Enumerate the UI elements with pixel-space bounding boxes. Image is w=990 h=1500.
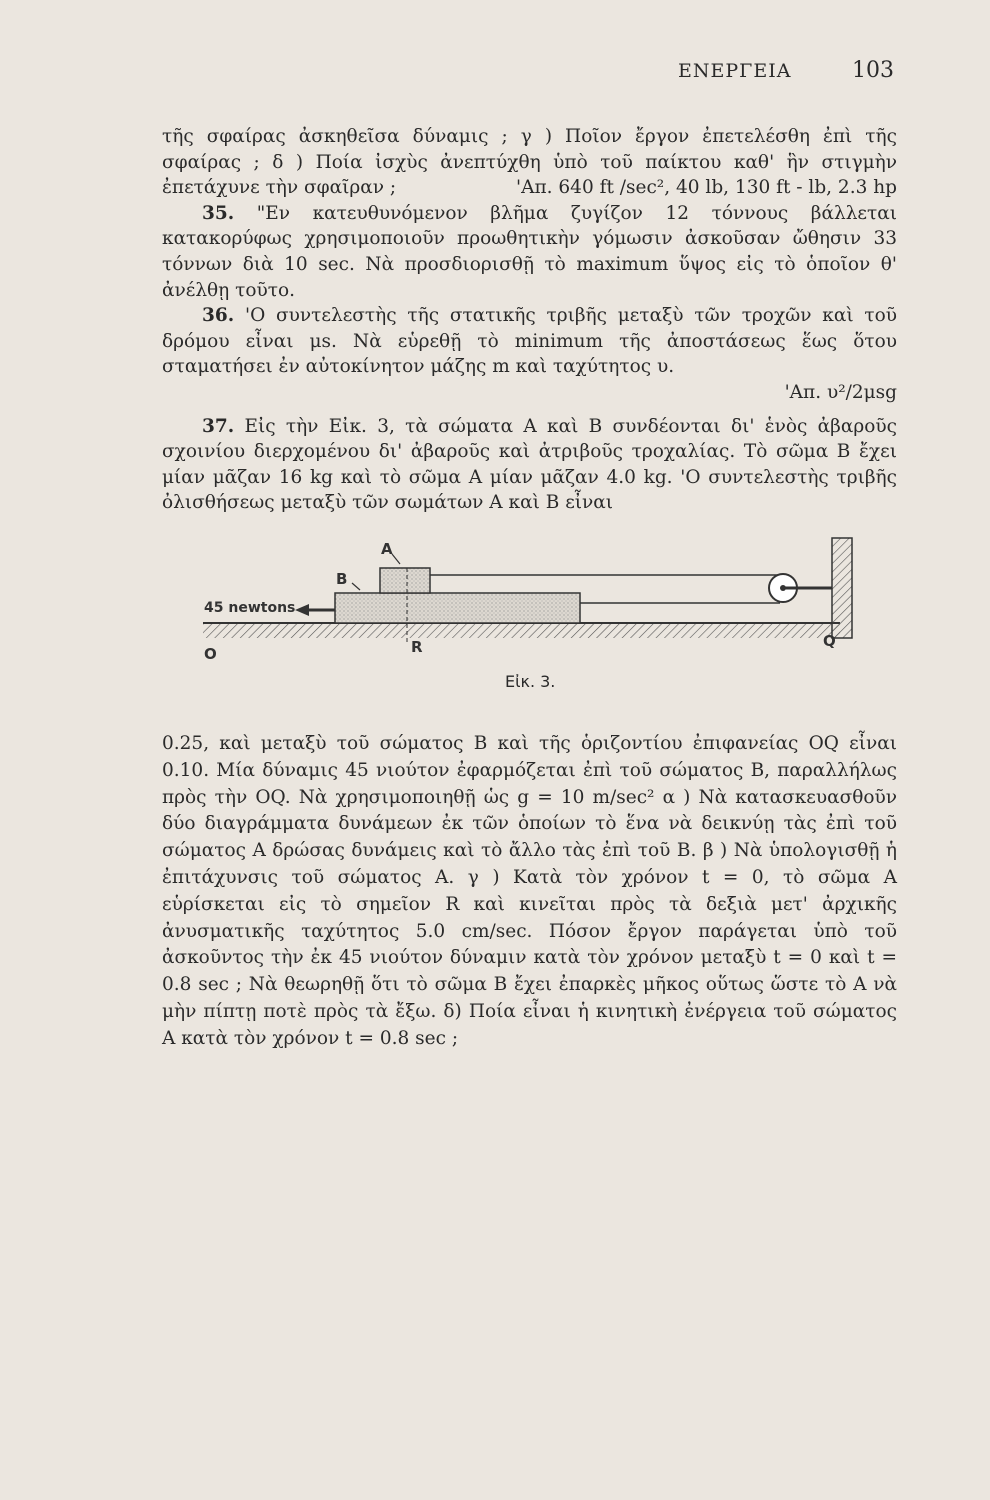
paragraph-35 — [162, 201, 897, 303]
paragraph-text: Εἰς τὴν Εἰκ. 3, τὰ σώματα A καὶ B συνδέονται δι' ἑνὸς ἀβαροῦς σχοινίου διερχομένου δι' ἀβαροῦς καὶ ἀτριβοῦς τροχαλίας. Τὸ σῶμα B ἔχει μίαν μᾶζαν 16 kg καὶ τὸ σῶμα A μίαν μᾶζαν 4.0 kg. 'Ο συντελεστὴς τριβῆς ὀλισθήσεως μεταξὺ τῶν σωμάτων A καὶ B εἶναι — [162, 415, 897, 514]
label-q: Q — [823, 632, 836, 650]
answer-line — [162, 380, 897, 406]
label-b: B — [336, 570, 348, 588]
paragraph-continuation-37: 0.25, καὶ μεταξὺ τοῦ σώματος B καὶ τῆς ὁριζοντίου ἐπιφανείας OQ εἶναι 0.10. Μία δύναμις 45 νιούτον ἐφαρμόζεται ἐπὶ τοῦ σώματος B, παραλλήλως πρὸς τὴν OQ. Νὰ χρησιμοποιηθῇ ὡς g = 10 m/sec² α ) Νὰ κατασκευασθοῦν δύο διαγράμματα δυνάμεων ἐκ τῶν ὁποίων τὸ ἕνα νὰ δεικνύῃ τὰς ἐπὶ τοῦ σώματος A δρώσας δυνάμεις καὶ τὸ ἄλλο τὰς ἐπὶ τοῦ B. β ) Νὰ ὑπολογισθῇ ἡ ἐπιτάχυνσις τοῦ σώματος A. γ ) Κατὰ τὸν χρόνον t = 0, τὸ σῶμα A εὑρίσκεται εἰς τὸ σημεῖον R καὶ κινεῖται πρὸς τὰ δεξιὰ μετ' ἀρχικῆς ἀνυσματικῆς ταχύτητος 5.0 cm/sec. Πόσον ἔργον παράγεται ὑπὸ τοῦ ἀσκοῦντος τὴν ἐκ 45 νιούτον δύναμιν κατὰ τὸν χρόνον μεταξὺ t = 0 καὶ t = 0.8 sec ; Νὰ θεωρηθῇ ὅτι τὸ σῶμα B ἔχει ἐπαρκὲς μῆκος οὕτως ὥστε τὸ A νὰ μὴν πίπτῃ ποτὲ πρὸς τὰ ἔξω. δ) Ποία εἶναι ἡ κινητικὴ ἐνέργεια τοῦ σώματος A κατὰ τὸν χρόνον t = 0.8 sec ; — [162, 733, 897, 1049]
paragraph-37 — [162, 414, 897, 516]
label-force: 45 newtons — [204, 600, 296, 616]
label-a-pointer — [392, 554, 400, 564]
block-b — [335, 593, 580, 623]
problem-number: 36. — [202, 305, 235, 327]
paragraph-36 — [162, 303, 897, 380]
problem-number: 35. — [202, 202, 235, 224]
paragraph-text: τῆς σφαίρας ἀσκηθεῖσα δύναμις ; γ ) Ποῖον ἔργον ἐπετελέσθη ἐπὶ τῆς σφαίρας ; δ ) Ποία ἰσχὺς ἀνεπτύχθη ὑπὸ τοῦ παίκτου καθ' ἣν στιγμὴν ἐπετάχυνε τὴν σφαῖραν ; — [162, 126, 897, 199]
text-block-bottom — [162, 731, 897, 1053]
label-origin: O — [204, 645, 217, 663]
text-block-top — [162, 124, 897, 516]
block-a — [380, 568, 430, 593]
page-number: 103 — [852, 58, 894, 83]
answer: 'Απ. υ²/2μsg — [784, 381, 897, 403]
paragraph-continuation — [162, 124, 897, 201]
problem-number: 37. — [202, 415, 235, 437]
label-a: A — [381, 540, 393, 558]
ground-hatch — [203, 623, 840, 638]
page-header — [0, 58, 990, 88]
wall — [832, 538, 852, 638]
force-arrowhead — [295, 604, 309, 616]
label-b-pointer — [352, 583, 360, 590]
paragraph-text: "Εν κατευθυνόμενον βλῆμα ζυγίζον 12 τόννους βάλλεται κατακορύφως χρησιμοποιοῦν προωθητικὴν γόμωσιν ἀσκοῦσαν ὤθησιν 33 τόννων διὰ 10 sec. Νὰ προσδιορισθῇ τὸ maximum ὕψος εἰς τὸ ὁποῖον θ' ἀνέλθῃ τοῦτο. — [162, 202, 897, 301]
figure-caption: Εἰκ. 3. — [505, 672, 556, 691]
paragraph-text: 'Ο συντελεστὴς τῆς στατικῆς τριβῆς μεταξὺ τῶν τροχῶν καὶ τοῦ δρόμου εἶναι μs. Νὰ εὑρεθῇ τὸ minimum τῆς ἀποστάσεως ἕως ὅτου σταματήσει ἐν αὐτοκίνητον μάζης m καὶ ταχύτητος υ. — [162, 305, 897, 378]
running-title: ΕΝΕΡΓΕΙΑ — [678, 60, 792, 82]
label-r: R — [411, 638, 423, 656]
answer: 'Απ. 640 ft /sec², 40 lb, 130 ft - lb, 2.3 hp — [516, 177, 897, 199]
